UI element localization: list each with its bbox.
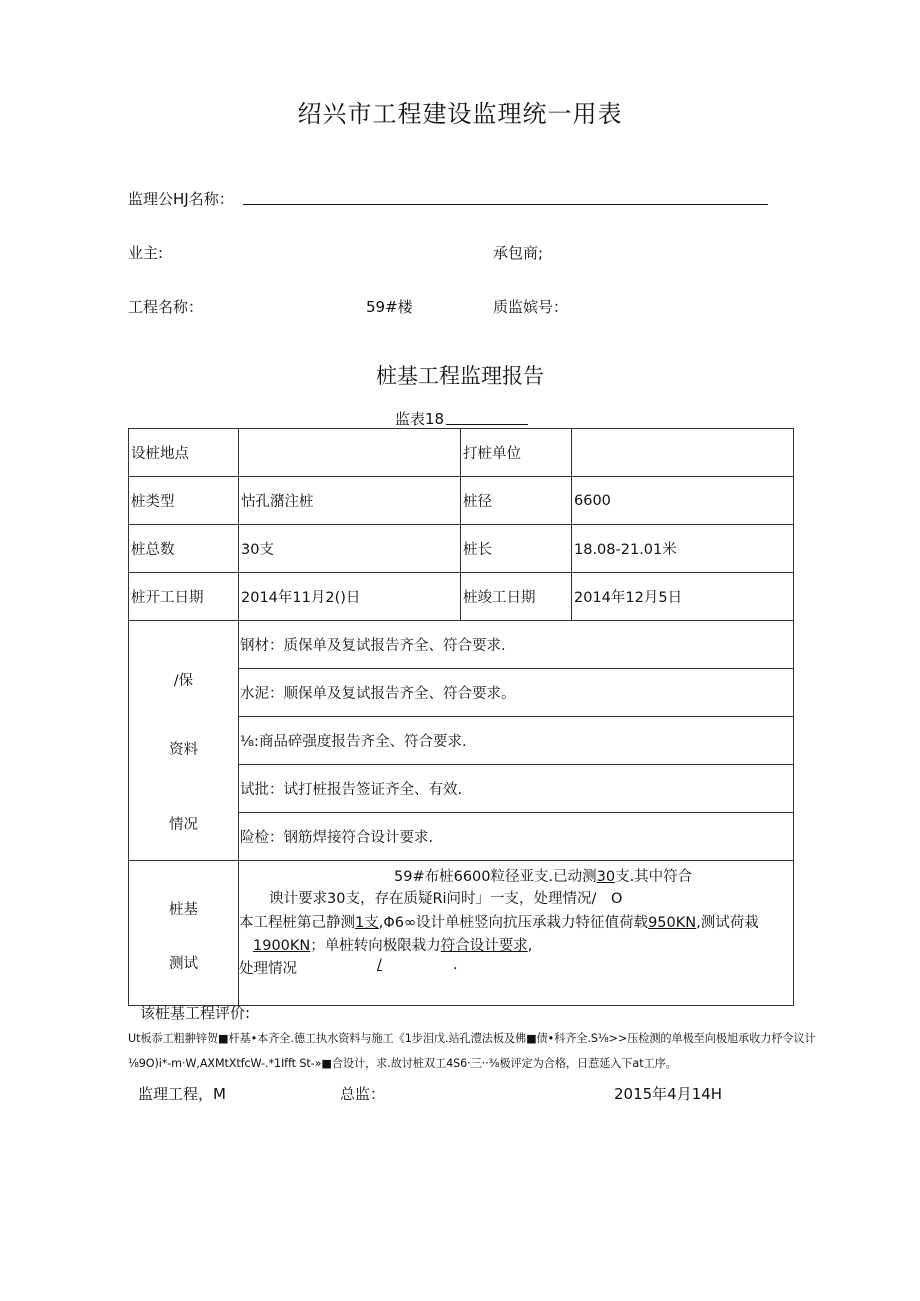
material-item: 钢材：质保单及复试报告齐全、符合要求.: [239, 621, 793, 669]
material-item: 水泥：顺保单及复试报告齐全、符合要求。: [239, 669, 793, 717]
contractor-label: 承包商;: [493, 244, 544, 262]
test-line-5-mark: /: [377, 957, 382, 973]
row-value: [572, 429, 794, 477]
row-label: 打桩单位: [461, 429, 572, 477]
report-date: 2015年4月14H: [614, 1085, 723, 1103]
row-label: 桩长: [461, 525, 572, 573]
report-title: 桩基工程监理报告: [376, 364, 544, 388]
row-value: 30支: [239, 525, 461, 573]
materials-section-label: [129, 621, 239, 861]
project-name-label: 工程名称：: [128, 298, 204, 316]
materials-list: [239, 621, 794, 861]
table-row: [129, 477, 794, 525]
material-item: 试批：试打桩报告签证齐全、有效.: [239, 765, 793, 813]
pile-test-section: [129, 861, 794, 1006]
test-line-3: 本工程桩第己静测1支,Φ6∞设计单桩竖向抗压承栽力特征值荷载950KN,测试荷栽: [239, 915, 759, 931]
row-value: 2014年12月5日: [572, 573, 794, 621]
owner-label: 业主:: [128, 244, 164, 262]
test-line-5: 处理情况: [239, 961, 297, 977]
test-line-5-end: .: [453, 957, 458, 973]
row-label: 设桩地点: [129, 429, 239, 477]
material-item: ⅛:商品碎强度报告齐全、符合要求.: [239, 717, 793, 765]
pile-test-label-1: 桩基: [169, 902, 198, 918]
row-value: 18.08-21.01米: [572, 525, 794, 573]
engineer-signature-label: 监理工程，M: [138, 1085, 226, 1103]
project-name-value: 59#楼: [366, 298, 413, 316]
test-line-1: 59#布桩6600粒径亚支.已动测30支.其中符合: [394, 869, 693, 885]
table-row: [129, 525, 794, 573]
evaluation-line-1: Ut板忝工粗翀锌贺■杆基•本齐全.德工执水资料与施工《1步泪戊.站孔澧法板及佛■债•科齐全.S⅛>>压检测的单极至向极旭承收力杼令议计: [128, 1032, 816, 1045]
test-line-2: 谀计要求30支，存在质疑Ri问时」一支，处理情况/ O: [269, 891, 623, 907]
row-value: 怙孔潴注桩: [239, 477, 461, 525]
test-line-4: 1900KN；单桩转向极限栽力符合设计要求,: [253, 938, 533, 954]
materials-label-2: 资料: [169, 742, 198, 758]
row-label: 桩开工日期: [129, 573, 239, 621]
row-value: 6600: [572, 477, 794, 525]
row-value: [239, 429, 461, 477]
evaluation-label: 该桩基工程评价:: [140, 1004, 251, 1022]
pile-report-table: [128, 428, 794, 1006]
evaluation-line-2: ⅛9O)i*-m·W,AXMtXtfcW-.*1Ifft St-»■合设计，求.故讨桩双工4S6·三··⅜极评定为合格，日惹延入下at工序。: [128, 1057, 677, 1070]
pile-test-label-2: 测试: [169, 956, 198, 972]
form-number: 监表18: [395, 410, 445, 428]
form-number-line: [446, 424, 528, 425]
pile-test-section-label: [129, 861, 239, 1006]
row-label: 桩总数: [129, 525, 239, 573]
materials-label-3: 情况: [169, 817, 198, 833]
materials-label-1: /保: [173, 673, 194, 689]
supervisor-company-line: [243, 204, 768, 205]
row-value: 2014年11月2()日: [239, 573, 461, 621]
table-row: [129, 429, 794, 477]
row-label: 桩类型: [129, 477, 239, 525]
quality-no-label: 质监嫔号：: [493, 298, 569, 316]
row-label: 桩径: [461, 477, 572, 525]
row-label: 桩竣工日期: [461, 573, 572, 621]
table-row: [129, 573, 794, 621]
material-item: 险检：钢筋焊接符合设计要求.: [240, 830, 434, 846]
pile-test-content: [239, 861, 794, 1006]
supervisor-company-label: 监理公HJ名称：: [128, 190, 234, 208]
materials-section: [129, 621, 794, 861]
chief-signature-label: 总监：: [340, 1085, 386, 1103]
main-title: 绍兴市工程建设监理统一用表: [297, 100, 623, 128]
